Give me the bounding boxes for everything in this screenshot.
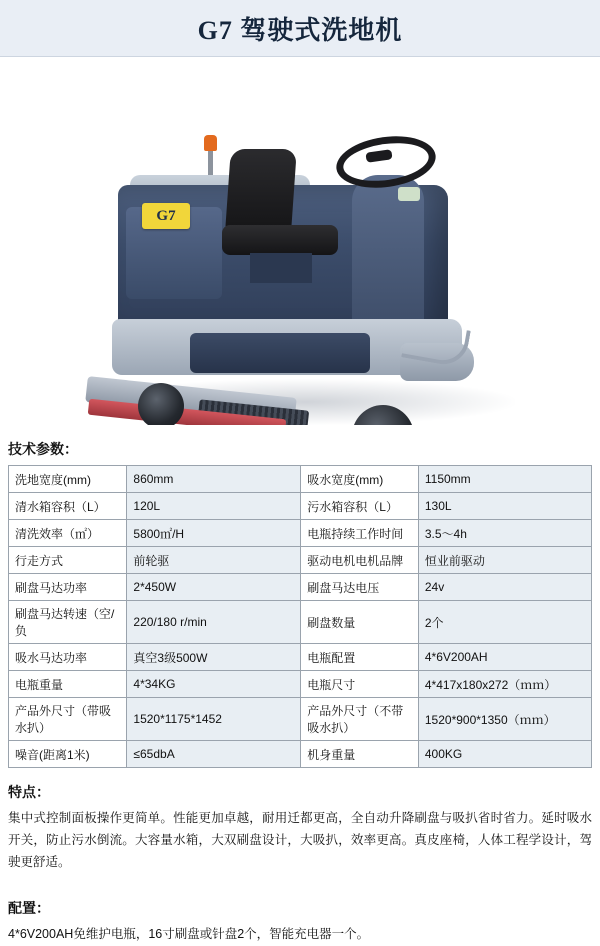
table-row xyxy=(9,520,592,547)
model-badge: G7 xyxy=(142,203,190,229)
spec-value: 4*34KG xyxy=(127,671,301,698)
spec-label: 产品外尺寸（不带吸水扒） xyxy=(301,698,419,741)
spec-label: 刷盘马达转速（空/负 xyxy=(9,601,127,644)
spec-value: 1520*900*1350（ｍｍ） xyxy=(418,698,591,741)
spec-label: 驱动电机电机品牌 xyxy=(301,547,419,574)
spec-value: 5800㎡/H xyxy=(127,520,301,547)
spec-value: 130L xyxy=(418,493,591,520)
spec-value: 4*417x180x272（ｍｍ） xyxy=(418,671,591,698)
specs-heading: 技术参数： xyxy=(8,441,78,457)
spec-label: 污水箱容积（L） xyxy=(301,493,419,520)
table-row xyxy=(9,671,592,698)
spec-label: 噪音(距离1米) xyxy=(9,741,127,768)
spec-label: 电瓶尺寸 xyxy=(301,671,419,698)
features-heading: 特点： xyxy=(8,784,50,800)
spec-label: 电瓶持续工作时间 xyxy=(301,520,419,547)
spec-value: 120L xyxy=(127,493,301,520)
spec-value: 220/180 r/min xyxy=(127,601,301,644)
spec-value: 2*450W xyxy=(127,574,301,601)
page-title: G7 驾驶式洗地机 xyxy=(197,15,403,45)
beacon-stem xyxy=(208,151,213,177)
configuration-heading: 配置： xyxy=(8,899,50,916)
spec-label: 洗地宽度(mm) xyxy=(9,466,127,493)
table-row xyxy=(9,466,592,493)
table-row xyxy=(9,741,592,768)
product-image xyxy=(0,57,600,425)
spec-value: 前轮驱 xyxy=(127,547,301,574)
table-row xyxy=(9,601,592,644)
table-row xyxy=(9,698,592,741)
spec-label: 清洗效率（㎡） xyxy=(9,520,127,547)
spec-value: ≤65dbA xyxy=(127,741,301,768)
rear-wheel xyxy=(138,383,184,425)
spec-value: 3.5～4h xyxy=(418,520,591,547)
spec-value: 2个 xyxy=(418,601,591,644)
spec-value: 1150mm xyxy=(418,466,591,493)
features-text: 集中式控制面板操作更简单。性能更加卓越，耐用迁都更高，全自动升降刷盘与吸扒省时省力。延时吸水开关，防止污水倒流。大容量水箱，大双刷盘设计，大吸扒，效率更高。真皮座椅，人体工程学设计，驾驶更舒适。 xyxy=(8,811,592,869)
spec-label: 刷盘马达功率 xyxy=(9,574,127,601)
console-badge xyxy=(398,187,420,201)
warning-beacon-icon xyxy=(204,135,217,151)
spec-label: 机身重量 xyxy=(301,741,419,768)
table-row xyxy=(9,574,592,601)
spec-value: 400KG xyxy=(418,741,591,768)
spec-value: 真空3级500W xyxy=(127,644,301,671)
spec-label: 吸水宽度(mm) xyxy=(301,466,419,493)
product-illustration xyxy=(0,57,600,425)
spec-label: 刷盘马达电压 xyxy=(301,574,419,601)
seat-pedestal xyxy=(250,253,312,283)
spec-value: 1520*1175*1452 xyxy=(127,698,301,741)
table-row xyxy=(9,493,592,520)
spec-label: 行走方式 xyxy=(9,547,127,574)
spec-label: 电瓶重量 xyxy=(9,671,127,698)
spec-value: 4*6V200AH xyxy=(418,644,591,671)
spec-value: 860mm xyxy=(127,466,301,493)
seat-cushion xyxy=(222,225,338,255)
chassis-lower-panel xyxy=(190,333,370,373)
table-row xyxy=(9,644,592,671)
spec-value: 24v xyxy=(418,574,591,601)
specs-table xyxy=(8,465,592,768)
spec-label: 清水箱容积（L） xyxy=(9,493,127,520)
configuration-text: 4*6V200AH免维护电瓶，16寸刷盘或针盘2个，智能充电器一个。 xyxy=(8,926,370,941)
page-header xyxy=(0,0,600,57)
seat-backrest xyxy=(225,149,297,231)
spec-label: 刷盘数量 xyxy=(301,601,419,644)
spec-label: 电瓶配置 xyxy=(301,644,419,671)
table-row xyxy=(9,547,592,574)
spec-label: 吸水马达功率 xyxy=(9,644,127,671)
spec-value: 恒业前驱动 xyxy=(418,547,591,574)
spec-label: 产品外尺寸（带吸水扒） xyxy=(9,698,127,741)
